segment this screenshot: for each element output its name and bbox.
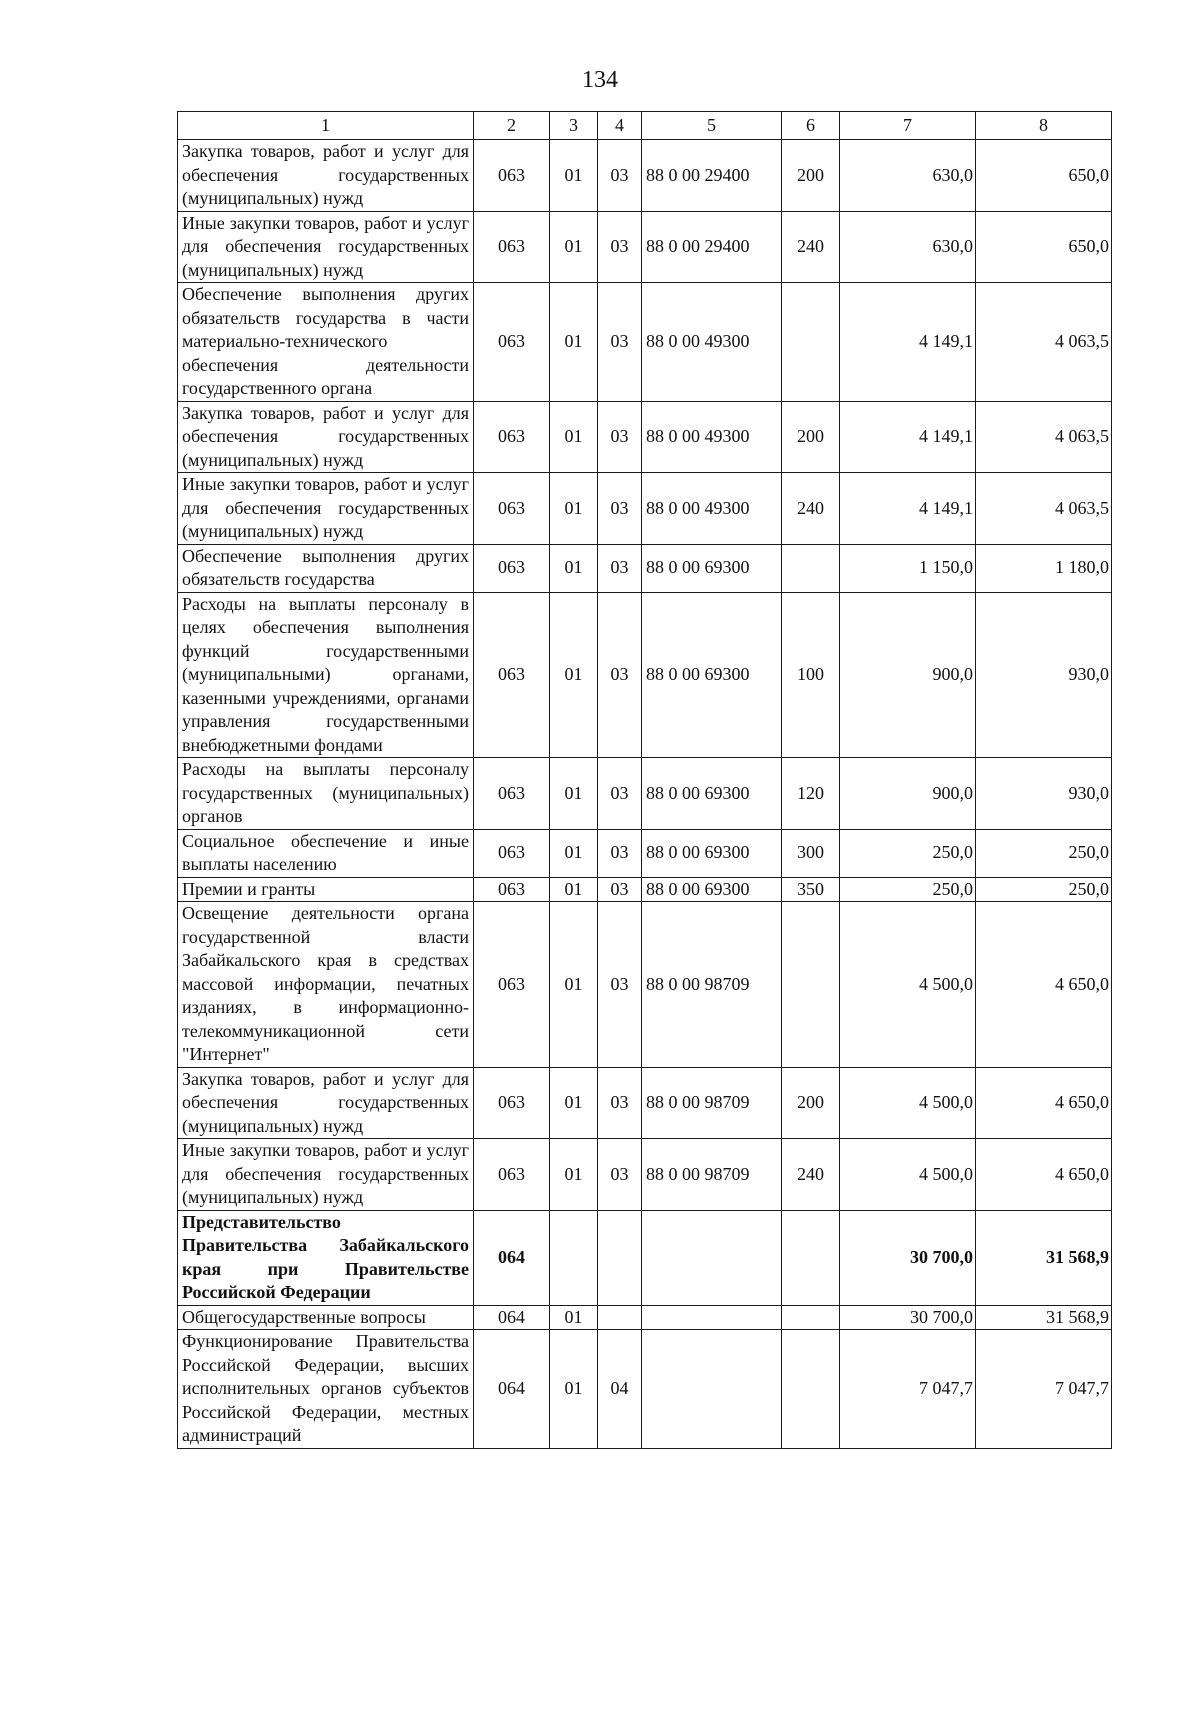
page-number: 134 xyxy=(582,67,618,93)
cell-section: 01 xyxy=(550,473,598,545)
cell-subsection: 03 xyxy=(598,1139,642,1211)
cell-expense-type xyxy=(782,902,840,1068)
cell-name: Социальное обеспечение и иные выплаты населению xyxy=(178,829,474,877)
cell-amount-year1: 250,0 xyxy=(840,829,976,877)
cell-name: Закупка товаров, работ и услуг для обеспечения государственных (муниципальных) нужд xyxy=(178,140,474,212)
cell-section: 01 xyxy=(550,401,598,473)
column-header: 6 xyxy=(782,112,840,140)
cell-amount-year2: 7 047,7 xyxy=(976,1330,1112,1449)
table-row xyxy=(178,544,1112,592)
cell-subsection xyxy=(598,1210,642,1305)
cell-name: Функционирование Правительства Российской Федерации, высших исполнительных органов субъектов Российской Федерации, местных администраций xyxy=(178,1330,474,1449)
table-row xyxy=(178,592,1112,758)
cell-admin-code: 064 xyxy=(474,1305,550,1330)
cell-amount-year2: 4 063,5 xyxy=(976,401,1112,473)
cell-target-article: 88 0 00 49300 xyxy=(642,401,782,473)
cell-admin-code: 063 xyxy=(474,877,550,902)
cell-amount-year1: 4 149,1 xyxy=(840,401,976,473)
cell-amount-year1: 4 149,1 xyxy=(840,283,976,402)
cell-amount-year1: 4 500,0 xyxy=(840,1139,976,1211)
cell-section: 01 xyxy=(550,544,598,592)
cell-name: Обеспечение выполнения других обязательств государства xyxy=(178,544,474,592)
cell-name: Закупка товаров, работ и услуг для обеспечения государственных (муниципальных) нужд xyxy=(178,401,474,473)
table-row xyxy=(178,1139,1112,1211)
cell-subsection: 03 xyxy=(598,902,642,1068)
table-row xyxy=(178,902,1112,1068)
cell-subsection xyxy=(598,1305,642,1330)
table-header-row xyxy=(178,112,1112,140)
cell-target-article: 88 0 00 98709 xyxy=(642,902,782,1068)
column-header: 5 xyxy=(642,112,782,140)
cell-amount-year2: 4 650,0 xyxy=(976,902,1112,1068)
cell-name: Премии и гранты xyxy=(178,877,474,902)
cell-amount-year1: 630,0 xyxy=(840,211,976,283)
budget-table xyxy=(177,111,1112,1449)
cell-admin-code: 063 xyxy=(474,211,550,283)
cell-name: Иные закупки товаров, работ и услуг для обеспечения государственных (муниципальных) нужд xyxy=(178,1139,474,1211)
cell-section: 01 xyxy=(550,1067,598,1139)
cell-target-article: 88 0 00 69300 xyxy=(642,544,782,592)
cell-admin-code: 063 xyxy=(474,140,550,212)
table-row xyxy=(178,1305,1112,1330)
cell-section: 01 xyxy=(550,758,598,830)
cell-amount-year2: 31 568,9 xyxy=(976,1305,1112,1330)
table-row xyxy=(178,283,1112,402)
table-body xyxy=(178,140,1112,1449)
cell-section: 01 xyxy=(550,902,598,1068)
cell-amount-year1: 630,0 xyxy=(840,140,976,212)
table-row xyxy=(178,877,1112,902)
cell-amount-year2: 930,0 xyxy=(976,758,1112,830)
cell-expense-type xyxy=(782,283,840,402)
table-row xyxy=(178,829,1112,877)
cell-admin-code: 063 xyxy=(474,592,550,758)
cell-amount-year1: 30 700,0 xyxy=(840,1305,976,1330)
column-header: 3 xyxy=(550,112,598,140)
cell-admin-code: 063 xyxy=(474,401,550,473)
cell-admin-code: 063 xyxy=(474,758,550,830)
cell-expense-type xyxy=(782,544,840,592)
cell-subsection: 03 xyxy=(598,829,642,877)
cell-subsection: 03 xyxy=(598,401,642,473)
cell-amount-year2: 650,0 xyxy=(976,211,1112,283)
cell-admin-code: 063 xyxy=(474,544,550,592)
cell-amount-year2: 1 180,0 xyxy=(976,544,1112,592)
cell-section: 01 xyxy=(550,140,598,212)
cell-amount-year1: 4 149,1 xyxy=(840,473,976,545)
table-row xyxy=(178,758,1112,830)
column-header: 2 xyxy=(474,112,550,140)
cell-amount-year1: 4 500,0 xyxy=(840,1067,976,1139)
cell-target-article xyxy=(642,1330,782,1449)
column-header: 1 xyxy=(178,112,474,140)
cell-target-article: 88 0 00 69300 xyxy=(642,829,782,877)
cell-subsection: 03 xyxy=(598,877,642,902)
cell-section: 01 xyxy=(550,1305,598,1330)
cell-expense-type xyxy=(782,1330,840,1449)
table-row xyxy=(178,1210,1112,1305)
cell-name: Расходы на выплаты персоналу государственных (муниципальных) органов xyxy=(178,758,474,830)
cell-section xyxy=(550,1210,598,1305)
cell-target-article: 88 0 00 69300 xyxy=(642,592,782,758)
cell-amount-year2: 650,0 xyxy=(976,140,1112,212)
table-row xyxy=(178,473,1112,545)
cell-name: Иные закупки товаров, работ и услуг для обеспечения государственных (муниципальных) нужд xyxy=(178,473,474,545)
cell-target-article xyxy=(642,1210,782,1305)
cell-amount-year2: 4 650,0 xyxy=(976,1067,1112,1139)
cell-subsection: 03 xyxy=(598,1067,642,1139)
cell-name: Общегосударственные вопросы xyxy=(178,1305,474,1330)
cell-amount-year1: 7 047,7 xyxy=(840,1330,976,1449)
cell-subsection: 03 xyxy=(598,544,642,592)
cell-amount-year1: 900,0 xyxy=(840,758,976,830)
cell-name: Обеспечение выполнения других обязательств государства в части материально-технического обеспечения деятельности государственного органа xyxy=(178,283,474,402)
cell-amount-year2: 4 063,5 xyxy=(976,283,1112,402)
cell-subsection: 03 xyxy=(598,592,642,758)
cell-amount-year2: 4 650,0 xyxy=(976,1139,1112,1211)
cell-name: Представительство Правительства Забайкальского края при Правительстве Российской Федерации xyxy=(178,1210,474,1305)
cell-admin-code: 064 xyxy=(474,1330,550,1449)
cell-expense-type: 240 xyxy=(782,473,840,545)
cell-expense-type: 100 xyxy=(782,592,840,758)
cell-amount-year2: 250,0 xyxy=(976,877,1112,902)
cell-section: 01 xyxy=(550,211,598,283)
cell-name: Расходы на выплаты персоналу в целях обеспечения выполнения функций государственными (муниципальными) органами, казенными учреждениями, органами управления государственными внебюджетными фондами xyxy=(178,592,474,758)
cell-target-article: 88 0 00 69300 xyxy=(642,877,782,902)
cell-subsection: 03 xyxy=(598,211,642,283)
cell-subsection: 03 xyxy=(598,473,642,545)
cell-expense-type: 200 xyxy=(782,401,840,473)
cell-name: Закупка товаров, работ и услуг для обеспечения государственных (муниципальных) нужд xyxy=(178,1067,474,1139)
cell-section: 01 xyxy=(550,592,598,758)
column-header: 7 xyxy=(840,112,976,140)
table-row xyxy=(178,1067,1112,1139)
table-row xyxy=(178,211,1112,283)
cell-name: Иные закупки товаров, работ и услуг для обеспечения государственных (муниципальных) нужд xyxy=(178,211,474,283)
cell-section: 01 xyxy=(550,1330,598,1449)
cell-amount-year1: 4 500,0 xyxy=(840,902,976,1068)
cell-subsection: 03 xyxy=(598,140,642,212)
cell-target-article: 88 0 00 29400 xyxy=(642,140,782,212)
table-row xyxy=(178,401,1112,473)
cell-expense-type: 350 xyxy=(782,877,840,902)
cell-amount-year1: 250,0 xyxy=(840,877,976,902)
cell-target-article: 88 0 00 29400 xyxy=(642,211,782,283)
cell-target-article xyxy=(642,1305,782,1330)
cell-admin-code: 063 xyxy=(474,1067,550,1139)
cell-amount-year1: 900,0 xyxy=(840,592,976,758)
cell-expense-type: 200 xyxy=(782,140,840,212)
table-row xyxy=(178,140,1112,212)
cell-admin-code: 063 xyxy=(474,1139,550,1211)
cell-section: 01 xyxy=(550,1139,598,1211)
cell-amount-year2: 250,0 xyxy=(976,829,1112,877)
cell-section: 01 xyxy=(550,829,598,877)
cell-admin-code: 063 xyxy=(474,902,550,1068)
cell-amount-year2: 930,0 xyxy=(976,592,1112,758)
cell-admin-code: 063 xyxy=(474,283,550,402)
cell-subsection: 03 xyxy=(598,283,642,402)
cell-expense-type: 200 xyxy=(782,1067,840,1139)
cell-admin-code: 063 xyxy=(474,829,550,877)
cell-amount-year1: 1 150,0 xyxy=(840,544,976,592)
cell-name: Освещение деятельности органа государственной власти Забайкальского края в средствах массовой информации, печатных изданиях, в информационно-телекоммуникационной сети "Интернет" xyxy=(178,902,474,1068)
table-row xyxy=(178,1330,1112,1449)
cell-target-article: 88 0 00 69300 xyxy=(642,758,782,830)
cell-expense-type: 240 xyxy=(782,211,840,283)
cell-amount-year2: 4 063,5 xyxy=(976,473,1112,545)
cell-section: 01 xyxy=(550,283,598,402)
cell-expense-type: 300 xyxy=(782,829,840,877)
cell-amount-year1: 30 700,0 xyxy=(840,1210,976,1305)
cell-amount-year2: 31 568,9 xyxy=(976,1210,1112,1305)
cell-expense-type xyxy=(782,1305,840,1330)
cell-admin-code: 063 xyxy=(474,473,550,545)
cell-target-article: 88 0 00 49300 xyxy=(642,473,782,545)
cell-expense-type xyxy=(782,1210,840,1305)
cell-admin-code: 064 xyxy=(474,1210,550,1305)
cell-subsection: 04 xyxy=(598,1330,642,1449)
cell-expense-type: 240 xyxy=(782,1139,840,1211)
cell-target-article: 88 0 00 98709 xyxy=(642,1067,782,1139)
cell-subsection: 03 xyxy=(598,758,642,830)
cell-section: 01 xyxy=(550,877,598,902)
column-header: 8 xyxy=(976,112,1112,140)
cell-expense-type: 120 xyxy=(782,758,840,830)
cell-target-article: 88 0 00 49300 xyxy=(642,283,782,402)
column-header: 4 xyxy=(598,112,642,140)
cell-target-article: 88 0 00 98709 xyxy=(642,1139,782,1211)
